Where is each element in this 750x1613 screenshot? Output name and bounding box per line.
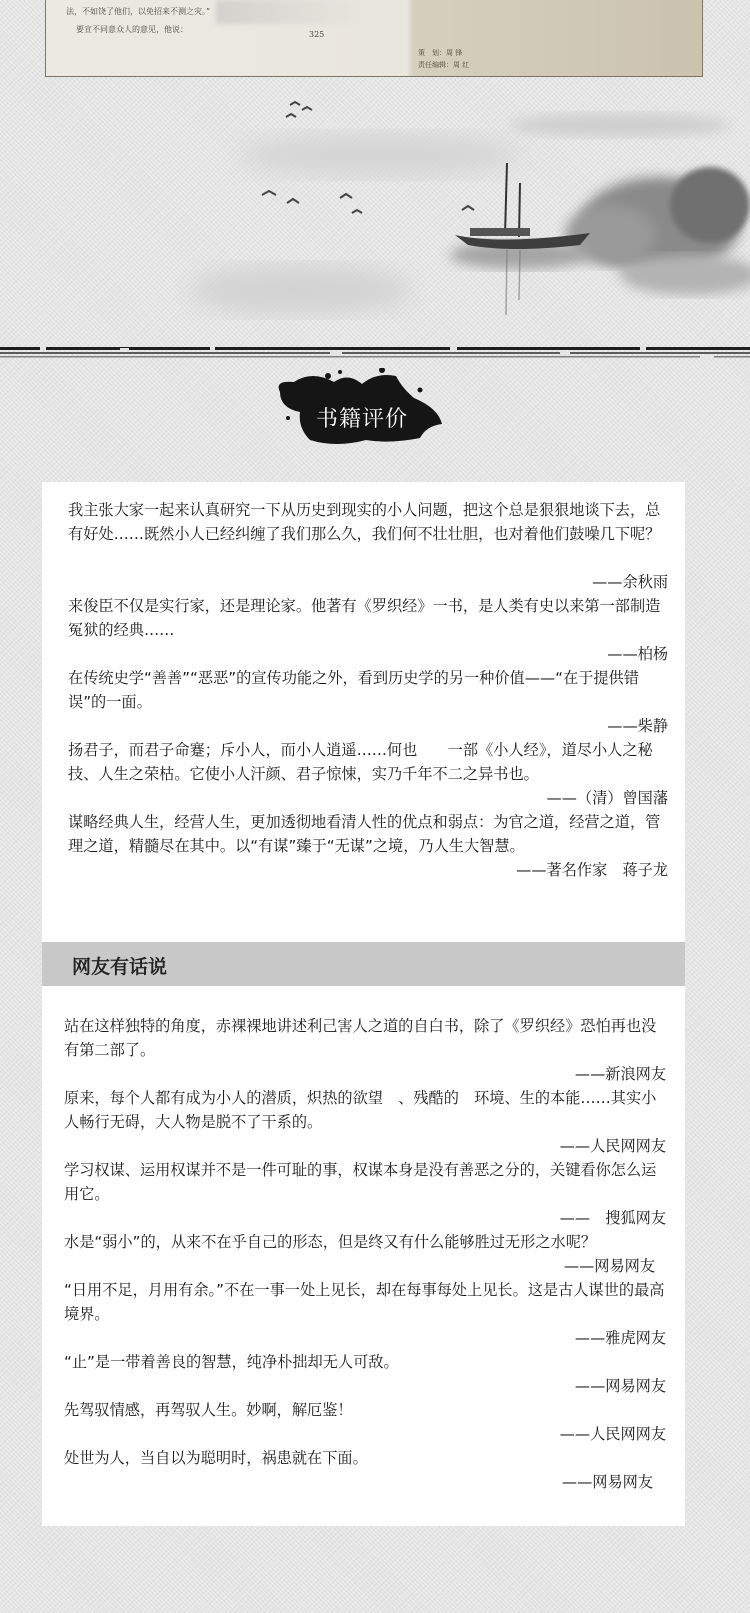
book-credit: 策 划：周 锋 bbox=[418, 49, 463, 57]
review-quote: 谋略经典人生，经营人生，更加透彻地看清人性的优点和弱点：为官之道，经营之道，管理之道，精髓尽在其中。以“有谋”臻于“无谋”之境，乃人生大智慧。 bbox=[68, 813, 661, 855]
review-quote: 在传统史学“善善”“恶恶”的宣传功能之外，看到历史学的另一种价值——“在于提供错误”的一面。 bbox=[68, 669, 639, 711]
ink-divider bbox=[0, 344, 750, 360]
comment-source: ——人民网网友 bbox=[559, 1425, 666, 1443]
review-source: ——（清）曾国藩 bbox=[546, 789, 668, 807]
review-source: ——著名作家 蒋子龙 bbox=[516, 861, 668, 879]
blurred-text bbox=[216, 0, 366, 24]
sailboat bbox=[455, 163, 590, 315]
review-quote: 来俊臣不仅是实行家，还是理论家。他著有《罗织经》一书，是人类有史以来第一部制造冤狱的经典…… bbox=[68, 597, 661, 639]
ink-landscape-illustration bbox=[0, 85, 750, 345]
comment-quote: “日用不足，月用有余。”不在一事一处上见长，却在每事每处上见长。这是古人谋世的最高境界。 bbox=[64, 1281, 665, 1323]
review-source: ——柏杨 bbox=[607, 645, 668, 663]
comment-quote: 处世为人，当自以为聪明时，祸患就在下面。 bbox=[64, 1449, 368, 1467]
comment-quote: 先驾驭情感，再驾驭人生。妙啊，解厄鉴！ bbox=[64, 1401, 353, 1419]
netizens-section-title: 网友有话说 bbox=[72, 956, 168, 978]
review-quote: 我主张大家一起来认真研究一下从历史到现实的小人问题，把这个总是狠狠地谈下去，总有好处……既然小人已经纠缠了我们那么久，我们何不壮壮胆，也对着他们鼓噪几下呢？ bbox=[68, 501, 661, 543]
comment-source: ——网易网友 bbox=[563, 1257, 655, 1275]
book-credit: 责任编辑：周 红 bbox=[418, 61, 470, 69]
section-title-badge bbox=[270, 368, 446, 450]
review-quote: 扬君子，而君子命蹇；斥小人，而小人逍遥……何也 一部《小人经》，道尽小人之秘技、人生之荣枯。它使小人汗颜、君子惊悚，实乃千年不二之异书也。 bbox=[68, 741, 653, 783]
book-page-number: 325 bbox=[309, 30, 325, 39]
section-title: 书籍评价 bbox=[315, 407, 408, 432]
review-source: ——柴静 bbox=[607, 717, 668, 735]
netizen-comments-panel bbox=[42, 986, 685, 1526]
comment-source: ——人民网网友 bbox=[559, 1137, 666, 1155]
comment-source: ——雅虎网友 bbox=[574, 1329, 666, 1347]
comment-source: —— 搜狐网友 bbox=[559, 1209, 666, 1227]
comment-quote: “止”是一带着善良的智慧，纯净朴拙却无人可敌。 bbox=[64, 1353, 399, 1371]
review-source: ——余秋雨 bbox=[592, 573, 668, 591]
comment-quote: 原来，每个人都有成为小人的潜质，炽热的欲望 、残酷的 环境、生的本能……其实小人畅行无碍，大人物是脱不了干系的。 bbox=[64, 1089, 657, 1131]
comment-quote: 学习权谋、运用权谋并不是一件可耻的事，权谋本身是没有善恶之分的，关键看你怎么运用它。 bbox=[64, 1161, 657, 1203]
book-text-line: 法，不如饶了他们，以免招来不测之灾。” bbox=[66, 7, 211, 16]
netizens-section-header bbox=[42, 942, 685, 986]
comment-quote: 水是“弱小”的，从来不在乎自己的形态，但是终又有什么能够胜过无形之水呢？ bbox=[64, 1233, 597, 1251]
comment-quote: 站在这样独特的角度，赤裸裸地讲述利己害人之道的自白书，除了《罗织经》恐怕再也没有第二部了。 bbox=[64, 1017, 657, 1059]
book-text-line: 要宣不同意众人的意见，他说： bbox=[76, 25, 188, 34]
comment-source: ——网易网友 bbox=[574, 1377, 666, 1395]
book-reviews-panel bbox=[42, 482, 685, 942]
book-page-photo bbox=[45, 0, 703, 77]
comment-source: ——网易网友 bbox=[561, 1473, 653, 1491]
comment-source: ——新浪网友 bbox=[574, 1065, 666, 1083]
